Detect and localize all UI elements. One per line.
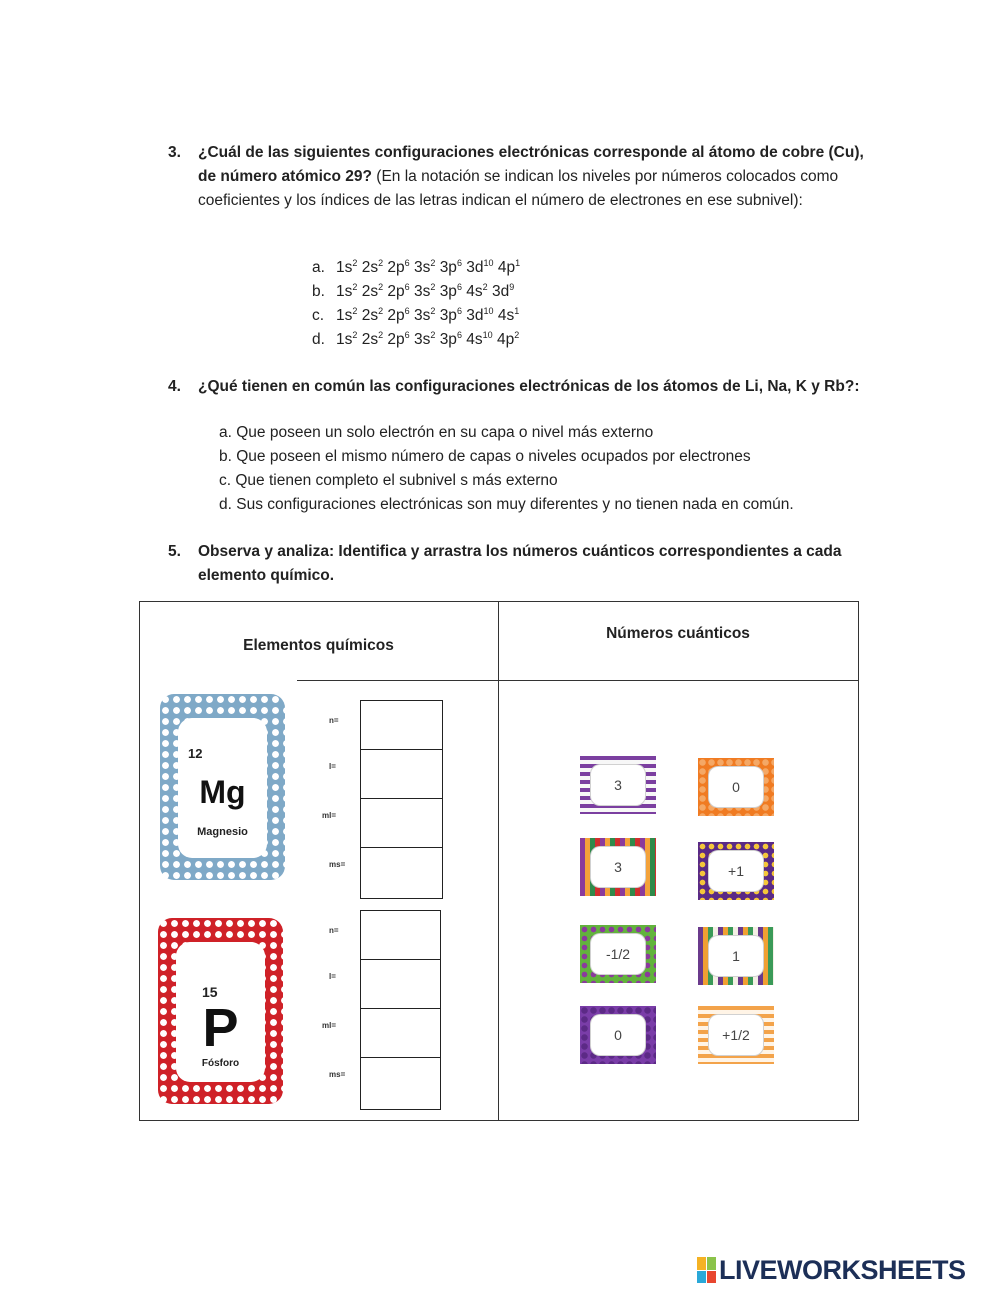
question-3	[168, 141, 868, 213]
orbital-label: 2s	[361, 307, 379, 324]
q3-option-b[interactable]	[312, 280, 520, 304]
orbital-term	[414, 331, 435, 348]
label-ms-p: ms=	[329, 1070, 346, 1079]
label-n-p: n=	[329, 926, 339, 935]
table-border-top	[139, 601, 859, 602]
table-border-left-lower	[139, 681, 140, 1121]
tile-value: +1/2	[708, 1014, 764, 1056]
electron-count: 2	[514, 330, 520, 340]
orbital-label: 3p	[439, 283, 457, 300]
question-4	[168, 375, 868, 399]
drop-slot-p-n[interactable]	[360, 910, 441, 961]
orbital-label: 2p	[387, 259, 405, 276]
electron-count: 10	[483, 258, 494, 268]
element-name: Fósforo	[201, 1058, 240, 1069]
orbital-label: 3s	[413, 283, 431, 300]
orbital-label: 3s	[413, 259, 431, 276]
orbital-term	[387, 259, 409, 276]
electron-count: 2	[430, 330, 436, 340]
orbital-label: 3d	[466, 307, 484, 324]
quantum-tile[interactable]	[698, 842, 774, 900]
table-header-line-left	[297, 680, 499, 681]
orbital-label: 3s	[413, 307, 431, 324]
table-border-right	[858, 601, 859, 1121]
orbital-term	[440, 283, 462, 300]
orbital-term	[387, 283, 409, 300]
electron-count: 6	[456, 330, 462, 340]
label-ml-p: ml=	[322, 1021, 337, 1030]
label-ml-mg: ml=	[322, 811, 337, 820]
orbital-term	[362, 331, 383, 348]
orbital-term	[414, 283, 435, 300]
orbital-label: 2p	[387, 307, 405, 324]
orbital-label: 2s	[361, 259, 379, 276]
question-4-number: 4.	[168, 378, 181, 395]
quantum-tile[interactable]	[580, 1006, 656, 1064]
orbital-term	[498, 307, 519, 324]
question-3-normal-text: (En la notación se indican los niveles por números colocados como coeficientes y los índices de las letras indican el número de electrones en ese subnivel):	[198, 168, 839, 209]
orbital-term	[414, 307, 435, 324]
electron-count: 2	[352, 258, 358, 268]
q4-option-a[interactable]: a. Que poseen un solo electrón en su capa o nivel más externo	[219, 424, 654, 441]
electron-count: 2	[430, 306, 436, 316]
label-n-mg: n=	[329, 716, 339, 725]
question-4-text: ¿Qué tienen en común las configuraciones electrónicas de los átomos de Li, Na, K y Rb?:	[198, 378, 860, 395]
orbital-term	[387, 331, 409, 348]
orbital-term	[336, 283, 357, 300]
question-5-number: 5.	[168, 543, 181, 560]
drop-slot-p-ml[interactable]	[360, 1008, 441, 1059]
question-4-options	[219, 421, 794, 517]
orbital-label: 2s	[361, 331, 379, 348]
electron-count: 9	[509, 282, 515, 292]
element-card-inner	[176, 942, 265, 1082]
element-symbol: Mg	[199, 774, 246, 810]
orbital-label: 4p	[496, 331, 515, 348]
q3-option-c[interactable]	[312, 304, 520, 328]
orbital-label: 2p	[387, 331, 405, 348]
q3-option-a[interactable]	[312, 256, 520, 280]
orbital-term	[466, 331, 492, 348]
electron-count: 6	[404, 306, 410, 316]
orbital-term	[498, 259, 520, 276]
orbital-term	[414, 259, 435, 276]
quantum-tile[interactable]	[698, 1006, 774, 1064]
orbital-term	[466, 307, 493, 324]
electron-count: 6	[456, 306, 462, 316]
electron-count: 6	[456, 282, 462, 292]
q4-option-d[interactable]: d. Sus configuraciones electrónicas son muy diferentes y no tienen nada en común.	[219, 496, 794, 513]
atomic-number: 15	[202, 984, 218, 1000]
electron-count: 2	[378, 258, 384, 268]
quantum-tile[interactable]	[580, 756, 656, 814]
electron-count: 2	[352, 330, 358, 340]
orbital-label: 3p	[439, 331, 457, 348]
question-3-text	[198, 141, 868, 213]
drop-slot-mg-ml[interactable]	[360, 798, 443, 849]
electron-count: 2	[482, 282, 488, 292]
orbital-label: 3d	[491, 283, 510, 300]
electron-count: 1	[515, 258, 521, 268]
orbital-label: 4s	[466, 331, 483, 348]
orbital-term	[387, 307, 409, 324]
orbital-label: 3p	[439, 259, 457, 276]
quantum-tile[interactable]	[580, 925, 656, 983]
electron-count: 2	[430, 258, 436, 268]
orbital-term	[336, 307, 357, 324]
element-card-inner	[178, 718, 267, 858]
orbital-term	[466, 259, 493, 276]
tile-value: 0	[590, 1014, 646, 1056]
element-card-p	[158, 918, 283, 1104]
drop-slot-p-ms[interactable]	[360, 1057, 441, 1110]
quantum-tile[interactable]	[580, 838, 656, 896]
orbital-term	[336, 331, 357, 348]
orbital-label: 1s	[336, 307, 353, 324]
question-3-bold-text: ¿Cuál de las siguientes configuraciones electrónicas corresponde al átomo de cobre (Cu), de número atómico 29?	[198, 144, 864, 185]
electron-count: 2	[378, 306, 384, 316]
orbital-term	[497, 331, 519, 348]
quantum-tile[interactable]	[698, 927, 774, 985]
electron-count: 6	[456, 258, 462, 268]
logo-mark-icon	[697, 1257, 715, 1283]
electron-count: 6	[404, 258, 410, 268]
table-header-line-right	[498, 680, 859, 681]
question-3-number: 3.	[168, 144, 181, 161]
orbital-term	[362, 259, 383, 276]
electron-count: 2	[352, 306, 358, 316]
orbital-term	[466, 283, 487, 300]
orbital-term	[492, 283, 514, 300]
element-name: Magnesio	[197, 826, 248, 838]
label-l-mg: l=	[329, 762, 336, 771]
electron-count: 10	[482, 330, 493, 340]
question-3-options	[312, 256, 520, 352]
tile-value: +1	[708, 850, 764, 892]
orbital-term	[362, 283, 383, 300]
orbital-term	[440, 307, 462, 324]
option-letter: c.	[312, 307, 325, 324]
table-border-bottom	[139, 1120, 859, 1121]
question-5-text: Observa y analiza: Identifica y arrastra los números cuánticos correspondientes a cada elemento químico.	[198, 543, 842, 584]
quantum-tile[interactable]	[698, 758, 774, 816]
option-letter: b.	[312, 283, 325, 300]
electron-count: 2	[430, 282, 436, 292]
orbital-label: 2p	[387, 283, 405, 300]
liveworksheets-logo	[697, 1255, 966, 1285]
orbital-label: 3d	[466, 259, 484, 276]
tile-value: -1/2	[590, 933, 646, 975]
electron-count: 2	[378, 330, 384, 340]
electron-count: 2	[378, 282, 384, 292]
drop-slot-mg-ms[interactable]	[360, 847, 443, 899]
label-l-p: l=	[329, 972, 336, 981]
column-header-elements: Elementos químicos	[243, 637, 394, 654]
tile-value: 3	[590, 764, 646, 806]
orbital-label: 1s	[336, 259, 353, 276]
drop-slot-mg-n[interactable]	[360, 700, 443, 751]
question-5	[168, 540, 858, 588]
orbital-label: 4s	[466, 283, 483, 300]
orbital-term	[336, 259, 357, 276]
orbital-label: 3p	[439, 307, 457, 324]
label-ms-mg: ms=	[329, 860, 346, 869]
electron-count: 1	[514, 306, 520, 316]
orbital-term	[440, 331, 462, 348]
electron-count: 6	[404, 330, 410, 340]
option-letter: a.	[312, 259, 325, 276]
drop-slot-p-l[interactable]	[360, 959, 441, 1010]
orbital-term	[362, 307, 383, 324]
option-letter: d.	[312, 331, 325, 348]
atomic-number: 12	[188, 746, 203, 761]
electron-count: 10	[483, 306, 494, 316]
orbital-label: 1s	[336, 331, 353, 348]
orbital-label: 2s	[361, 283, 379, 300]
electron-count: 6	[404, 282, 410, 292]
tile-value: 1	[708, 935, 764, 977]
column-header-quantum-numbers: Números cuánticos	[606, 625, 750, 642]
electron-count: 2	[352, 282, 358, 292]
logo-text: LIVEWORKSHEETS	[719, 1254, 966, 1285]
orbital-label: 4s	[497, 307, 515, 324]
orbital-term	[440, 259, 462, 276]
element-card-mg	[160, 694, 285, 880]
q4-option-b[interactable]: b. Que poseen el mismo número de capas o niveles ocupados por electrones	[219, 448, 751, 465]
q4-option-c[interactable]: c. Que tienen completo el subnivel s más externo	[219, 472, 558, 489]
tile-value: 3	[590, 846, 646, 888]
orbital-label: 3s	[413, 331, 431, 348]
orbital-label: 4p	[497, 259, 516, 276]
tile-value: 0	[708, 766, 764, 808]
q3-option-d[interactable]	[312, 328, 520, 352]
drop-slot-mg-l[interactable]	[360, 749, 443, 800]
table-divider	[498, 601, 499, 1121]
element-symbol: P	[202, 998, 239, 1058]
orbital-label: 1s	[336, 283, 353, 300]
